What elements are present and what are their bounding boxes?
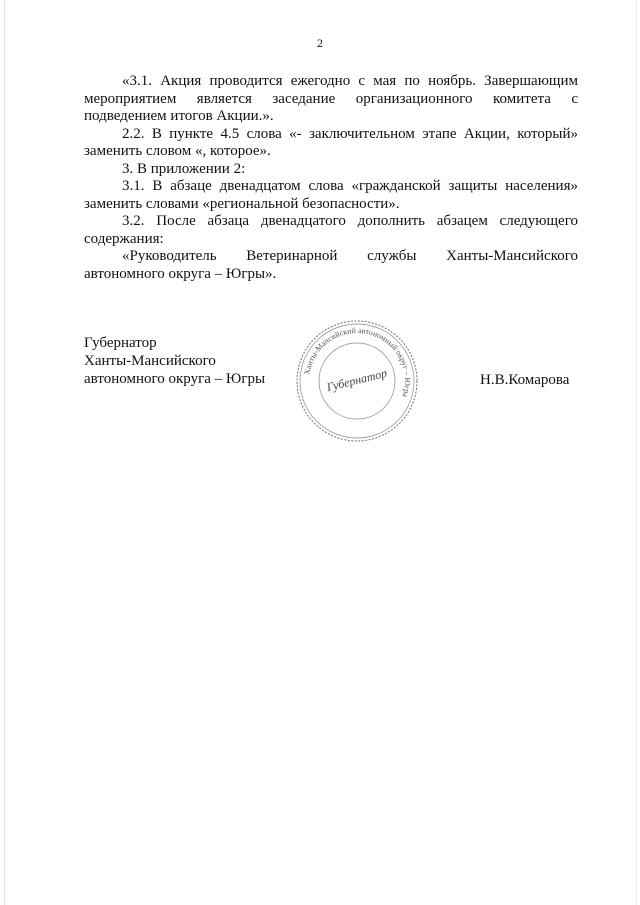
scan-edge-left <box>4 0 5 905</box>
signer-title-line-1: Губернатор <box>84 335 157 351</box>
page-number: 2 <box>317 36 323 50</box>
seal-center-text: Губернатор <box>325 365 389 395</box>
paragraph-3-2: 3.2. После абзаца двенадцатого дополнить абзацем следующего содержания: <box>84 213 578 247</box>
paragraph-3: 3. В приложении 2: <box>122 160 246 177</box>
official-seal <box>294 318 420 444</box>
signer-title-line-2: Ханты-Мансийского <box>84 353 216 369</box>
paragraph-3-1: «3.1. Акция проводится ежегодно с мая по ноябрь. Завершающим мероприятием является заседание организационного комитета с подведением итогов Акции.». <box>84 73 578 124</box>
signer-name: Н.В.Комарова <box>480 372 570 388</box>
paragraph-3-1-abzac: 3.1. В абзаце двенадцатом слова «гражданской защиты населения» заменить словами «региональной безопасности». <box>84 178 578 212</box>
document-body <box>84 73 578 283</box>
signer-title-line-3: автономного округа – Югры <box>84 371 266 387</box>
paragraph-2-2: 2.2. В пункте 4.5 слова «- заключительном этапе Акции, который» заменить словом «, которое». <box>84 125 578 159</box>
seal-ring-text: Ханты-Мансийский автономный округ – Югра <box>302 325 413 399</box>
scan-edge-right <box>636 0 637 905</box>
signature-block <box>84 334 265 388</box>
paragraph-quote: «Руководитель Ветеринарной службы Ханты-Мансийского автономного округа – Югры». <box>84 248 578 282</box>
